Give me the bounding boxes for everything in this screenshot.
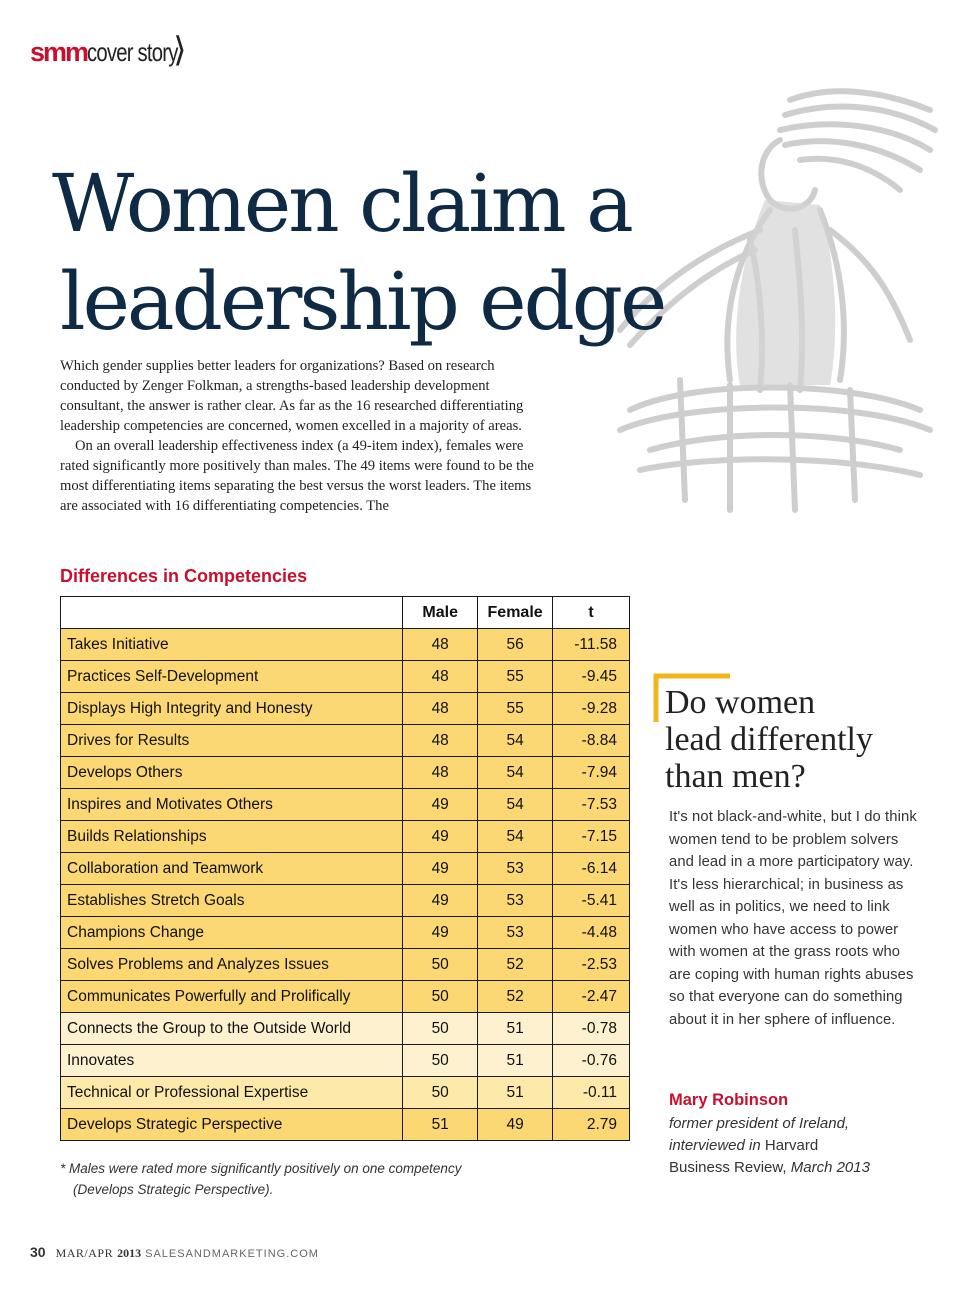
table-row [61, 661, 630, 693]
t-value-cell: -6.14 [553, 853, 630, 885]
male-score-cell: 49 [403, 885, 478, 917]
table-row [61, 757, 630, 789]
table-row [61, 821, 630, 853]
t-value-cell: 2.79 [553, 1109, 630, 1141]
competency-cell: Practices Self-Development [61, 661, 403, 693]
t-value-cell: -2.53 [553, 949, 630, 981]
t-value-cell: -9.28 [553, 693, 630, 725]
competency-cell: Drives for Results [61, 725, 403, 757]
section-bracket: ⟩ [173, 30, 187, 70]
headline-line-1: Women claim a [52, 157, 631, 250]
female-score-cell: 55 [478, 693, 553, 725]
t-value-cell: -9.45 [553, 661, 630, 693]
t-value-cell: -7.94 [553, 757, 630, 789]
sidebar-title-line: than men? [665, 758, 806, 795]
t-value-cell: -0.11 [553, 1077, 630, 1109]
table-title: Differences in Competencies [60, 566, 308, 586]
male-score-cell: 49 [403, 789, 478, 821]
female-score-cell: 53 [478, 917, 553, 949]
competency-cell: Communicates Powerfully and Prolifically [61, 981, 403, 1013]
table-row [61, 949, 630, 981]
female-score-cell: 51 [478, 1077, 553, 1109]
page-number: 30 [30, 1244, 46, 1260]
female-score-cell: 54 [478, 725, 553, 757]
quote-attribution-name: Mary Robinson [669, 1091, 789, 1109]
t-value-cell: -7.15 [553, 821, 630, 853]
brand-logo: smm [30, 37, 88, 67]
t-value-cell: -0.78 [553, 1013, 630, 1045]
female-score-cell: 53 [478, 885, 553, 917]
issue-label: MAR/APR [55, 1246, 114, 1260]
female-score-cell: 49 [478, 1109, 553, 1141]
credential-text: former president of Ireland, [669, 1115, 850, 1132]
section-header [30, 30, 187, 70]
table-row [61, 1077, 630, 1109]
competency-cell: Collaboration and Teamwork [61, 853, 403, 885]
female-score-cell: 54 [478, 789, 553, 821]
male-score-cell: 48 [403, 629, 478, 661]
competency-cell: Solves Problems and Analyzes Issues [61, 949, 403, 981]
male-score-cell: 50 [403, 1045, 478, 1077]
headline-line-2: leadership edge [60, 255, 665, 348]
table-row [61, 1013, 630, 1045]
body-paragraph: Which gender supplies better leaders for organizations? Based on research conducted by Zenger Folkman, a strengths-based leadership development consultant, the answer is rather clear. As far as the 16 researched differentiating leadership competencies are concerned, women excelled in a majority of areas. [60, 358, 524, 434]
t-value-cell: -5.41 [553, 885, 630, 917]
female-score-cell: 52 [478, 981, 553, 1013]
header-cell-blank [61, 597, 403, 629]
female-score-cell: 52 [478, 949, 553, 981]
male-score-cell: 49 [403, 853, 478, 885]
male-score-cell: 51 [403, 1109, 478, 1141]
male-score-cell: 50 [403, 1077, 478, 1109]
competency-cell: Champions Change [61, 917, 403, 949]
competency-cell: Displays High Integrity and Honesty [61, 693, 403, 725]
competency-cell: Develops Strategic Perspective [61, 1109, 403, 1141]
table-row [61, 853, 630, 885]
table-row [61, 789, 630, 821]
competency-cell: Establishes Stretch Goals [61, 885, 403, 917]
male-score-cell: 50 [403, 981, 478, 1013]
female-score-cell: 53 [478, 853, 553, 885]
female-score-cell: 51 [478, 1013, 553, 1045]
male-score-cell: 49 [403, 917, 478, 949]
competencies-table [60, 596, 630, 1141]
site-url: SALESANDMARKETING.COM [145, 1248, 319, 1260]
t-value-cell: -2.47 [553, 981, 630, 1013]
sidebar-title-line: lead differently [665, 721, 874, 758]
t-value-cell: -7.53 [553, 789, 630, 821]
body-paragraph: On an overall leadership effectiveness index (a 49-item index), females were rated significantly more positively than males. The 49 items were found to be the most differentiating items separating the best versus the worst leaders. The items are associated with 16 differentiating competencies. The [60, 438, 534, 514]
male-score-cell: 48 [403, 725, 478, 757]
page-headline [52, 155, 752, 351]
male-score-cell: 48 [403, 661, 478, 693]
header-cell-female: Female [478, 597, 553, 629]
table-row [61, 725, 630, 757]
male-score-cell: 50 [403, 1013, 478, 1045]
table-row [61, 885, 630, 917]
table-row [61, 981, 630, 1013]
competency-cell: Connects the Group to the Outside World [61, 1013, 403, 1045]
female-score-cell: 54 [478, 821, 553, 853]
quote-attribution-credentials [669, 1113, 929, 1179]
male-score-cell: 48 [403, 693, 478, 725]
table-header-row [61, 597, 630, 629]
publication-date: March 2013 [786, 1159, 870, 1176]
competency-cell: Inspires and Motivates Others [61, 789, 403, 821]
table-row [61, 1045, 630, 1077]
footnote-line: (Develops Strategic Perspective). [73, 1182, 274, 1197]
t-value-cell: -8.84 [553, 725, 630, 757]
publication-name: Business Review, [669, 1159, 787, 1176]
table-row [61, 917, 630, 949]
footnote-line: * Males were rated more significantly positively on one competency [60, 1161, 462, 1176]
male-score-cell: 48 [403, 757, 478, 789]
female-score-cell: 56 [478, 629, 553, 661]
female-score-cell: 51 [478, 1045, 553, 1077]
table-row [61, 1109, 630, 1141]
section-label: cover story [87, 37, 178, 67]
table-row [61, 629, 630, 661]
t-value-cell: -11.58 [553, 629, 630, 661]
male-score-cell: 50 [403, 949, 478, 981]
header-cell-male: Male [403, 597, 478, 629]
table-footnote [60, 1158, 530, 1200]
competency-cell: Technical or Professional Expertise [61, 1077, 403, 1109]
credential-text: interviewed in [669, 1137, 761, 1154]
t-value-cell: -4.48 [553, 917, 630, 949]
issue-year: 2013 [117, 1246, 142, 1260]
competency-cell: Takes Initiative [61, 629, 403, 661]
sidebar-title [665, 684, 925, 795]
female-score-cell: 55 [478, 661, 553, 693]
t-value-cell: -0.76 [553, 1045, 630, 1077]
sidebar-title-line: Do women [665, 684, 816, 721]
female-score-cell: 54 [478, 757, 553, 789]
male-score-cell: 49 [403, 821, 478, 853]
competency-cell: Builds Relationships [61, 821, 403, 853]
competency-cell: Develops Others [61, 757, 403, 789]
article-body [60, 356, 552, 516]
table-row [61, 693, 630, 725]
competency-cell: Innovates [61, 1045, 403, 1077]
header-cell-t: t [553, 597, 630, 629]
sidebar-quote: It's not black-and-white, but I do think women tend to be problem solvers and lead in a more participatory way. It's less hierarchical; in business as well as in politics, we need to link women who have access to power with women at the grass roots who are coping with human rights abuses so that everyone can do something about it in her sphere of influence. [669, 809, 917, 1028]
publication-name: Harvard [760, 1137, 819, 1154]
page-footer [30, 1244, 319, 1261]
